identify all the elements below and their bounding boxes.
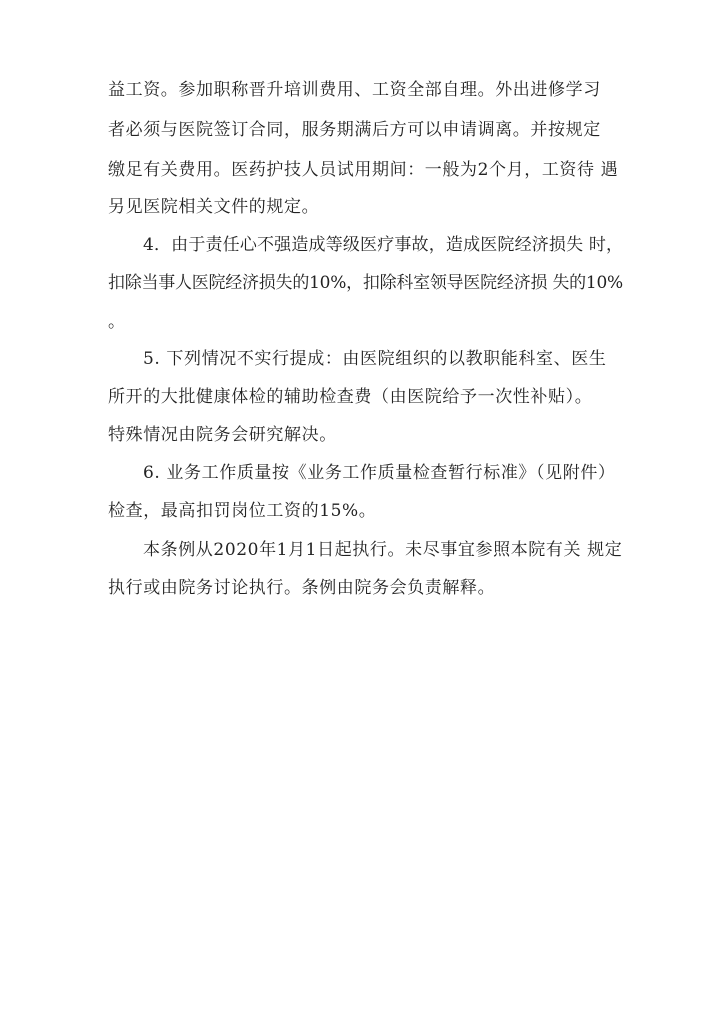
paragraph-2-line-3: 。 (108, 312, 126, 332)
paragraph-5-line-1: 本条例从2020年1月1日起执行。未尽事宜参照本院有关 规定 (143, 540, 623, 560)
paragraph-5-line-2: 执行或由院务讨论执行。条例由院务会负责解释。 (108, 578, 496, 598)
paragraph-2-line-2: 扣除当事人医院经济损失的10%，扣除科室领导医院经济损 失的10% (108, 273, 623, 293)
paragraph-4-line-1: 6. 业务工作质量按《业务工作质量检查暂行标准》（见附件） (143, 463, 616, 483)
paragraph-3-line-3: 特殊情况由院务会研究解决。 (108, 425, 337, 445)
paragraph-4-line-2: 检查，最高扣罚岗位工资的15%。 (108, 501, 377, 521)
paragraph-1-line-2: 者必须与医院签订合同，服务期满后方可以申请调离。并按规定 (108, 120, 601, 140)
paragraph-1-line-1: 益工资。参加职称晋升培训费用、工资全部自理。外出进修学习 (108, 80, 601, 100)
paragraph-1-line-3: 缴足有关费用。医药护技人员试用期间：一般为2个月，工资待 遇 (108, 160, 619, 180)
paragraph-3-line-1: 5. 下列情况不实行提成：由医院组织的以教职能科室、医生 (143, 349, 607, 369)
paragraph-1-line-4: 另见医院相关文件的规定。 (108, 197, 320, 217)
paragraph-2-line-1: 4．由于责任心不强造成等级医疗事故，造成医院经济损失 时， (143, 235, 624, 255)
paragraph-3-line-2: 所开的大批健康体检的辅助检查费（由医院给予一次性补贴）。 (108, 387, 593, 407)
